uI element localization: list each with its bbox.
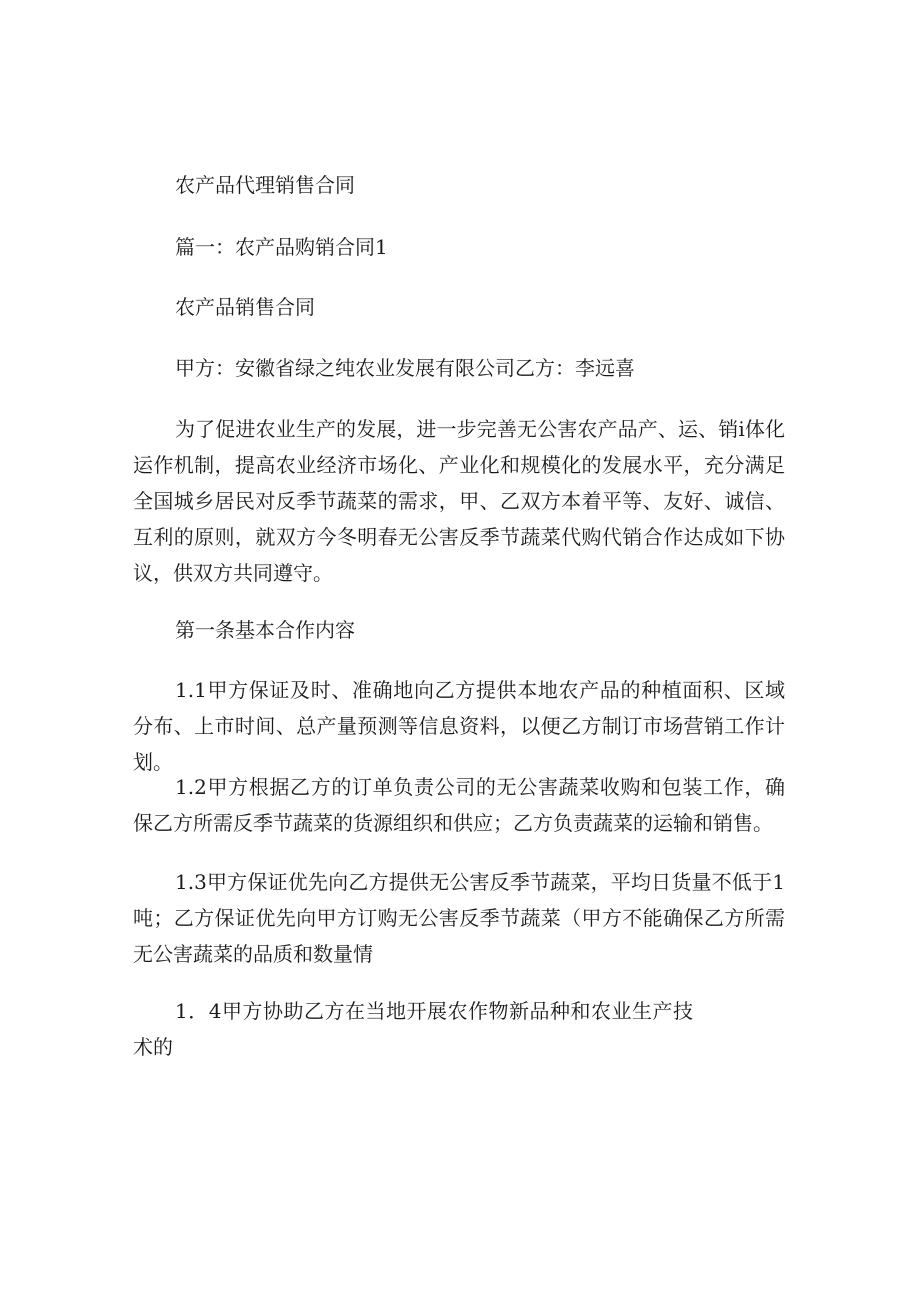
clause-1-3: 1.3甲方保证优先向乙方提供无公害反季节蔬菜，平均日货量不低于1吨；乙方保证优先向甲方订购无公害反季节蔬菜（甲方不能确保乙方所需无公害蔬菜的品质和数量情 <box>133 870 785 966</box>
article-1-heading: 第一条基本合作内容 <box>175 618 355 642</box>
clause-1-1: 1.1甲方保证及时、准确地向乙方提供本地农产品的种植面积、区域分布、上市时间、总产量预测等信息资料，以便乙方制订市场营销工作计划。 <box>133 678 785 774</box>
clause-1-4: 1．4甲方协助乙方在当地开展农作物新品种和农业生产技术的 <box>133 999 693 1059</box>
document-title: 农产品代理销售合同 <box>175 173 355 197</box>
intro-paragraph: 为了促进农业生产的发展，进一步完善无公害农产品产、运、销i体化运作机制，提高农业经济市场化、产业化和规模化的发展水平，充分满足全国城乡居民对反季节蔬菜的需求，甲、乙双方本着平等、友好、诚信、互利的原则，就双方今冬明春无公害反季节蔬菜代购代销合作达成如下协议，供双方共同遵守。 <box>133 417 785 585</box>
document-subtitle: 篇一：农产品购销合同1 <box>175 235 388 259</box>
contract-title: 农产品销售合同 <box>175 295 315 319</box>
clause-1-2: 1.2甲方根据乙方的订单负责公司的无公害蔬菜收购和包装工作，确保乙方所需反季节蔬菜的货源组织和供应；乙方负责蔬菜的运输和销售。 <box>133 775 785 835</box>
contract-parties: 甲方：安徽省绿之纯农业发展有限公司乙方：李远喜 <box>175 356 635 380</box>
